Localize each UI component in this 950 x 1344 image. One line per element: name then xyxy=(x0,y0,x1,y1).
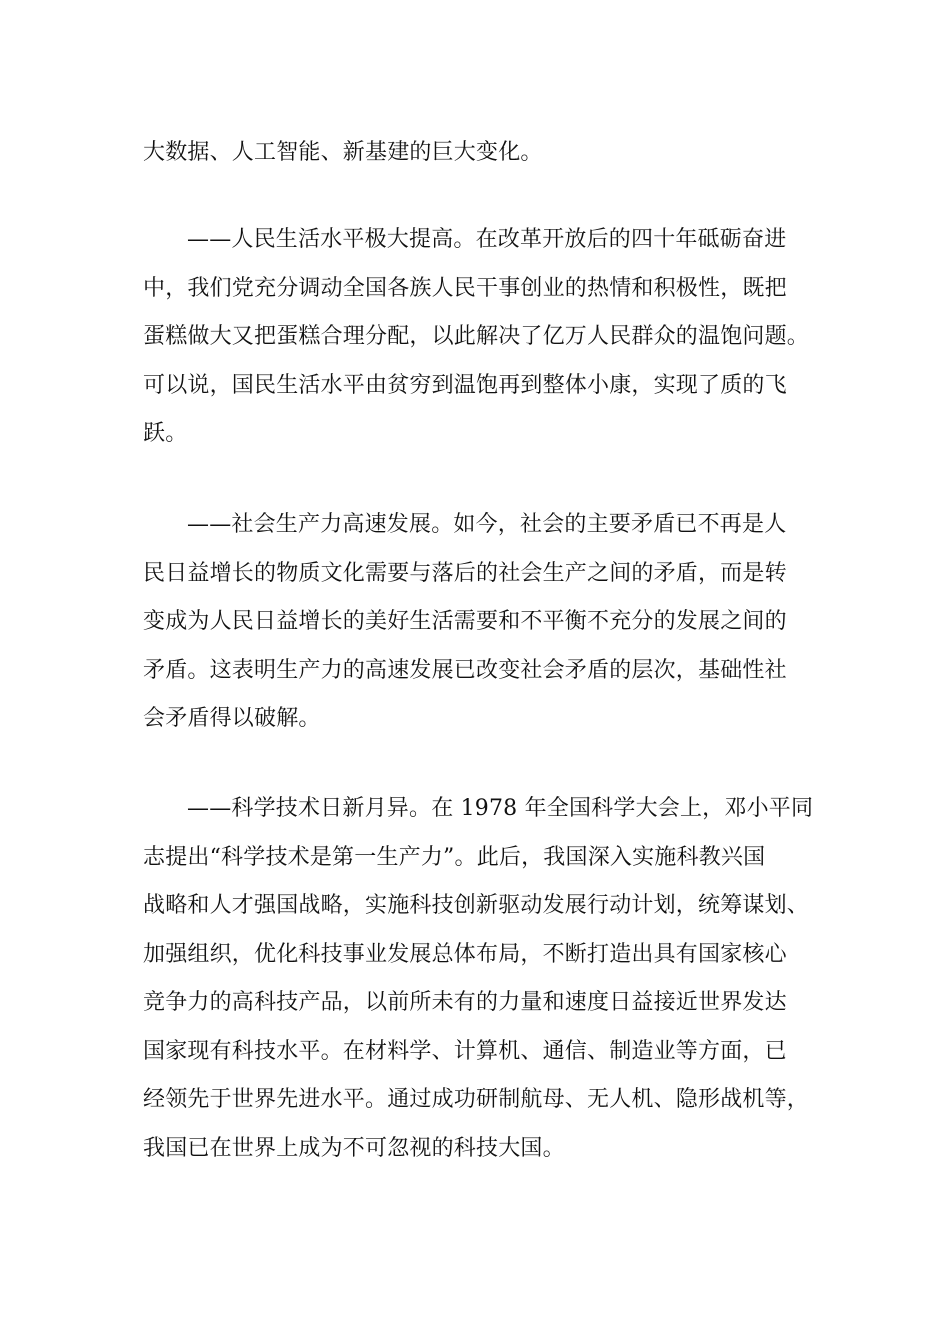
text-line: 跃。 xyxy=(143,421,188,446)
paragraph-living-standards xyxy=(143,216,833,459)
text-line: ——人民生活水平极大提高。在改革开放后的四十年砥砺奋进 xyxy=(187,227,787,252)
paragraph-continuation xyxy=(143,129,833,178)
text-line: 经领先于世界先进水平。通过成功研制航母、无人机、隐形战机等， xyxy=(143,1087,810,1112)
text-line: 蛋糕做大又把蛋糕合理分配，以此解决了亿万人民群众的温饱问题。 xyxy=(143,324,810,349)
text-line: 竞争力的高科技产品，以前所未有的力量和速度日益接近世界发达 xyxy=(143,990,787,1015)
text-line: 国家现有科技水平。在材料学、计算机、通信、制造业等方面，已 xyxy=(143,1038,787,1064)
paragraph-science-technology xyxy=(143,785,833,1173)
text-line: 志提出“科学技术是第一生产力”。此后，我国深入实施科教兴国 xyxy=(143,844,766,870)
text-line: 可以说，国民生活水平由贫穷到温饱再到整体小康，实现了质的飞 xyxy=(143,372,787,398)
text-line: 中，我们党充分调动全国各族人民干事创业的热情和积极性，既把 xyxy=(143,275,787,301)
text-line: 加强组织，优化科技事业发展总体布局，不断打造出具有国家核心 xyxy=(143,941,787,967)
text-line: 变成为人民日益增长的美好生活需要和不平衡不充分的发展之间的 xyxy=(143,609,787,634)
text-line: 战略和人才强国战略，实施科技创新驱动发展行动计划，统筹谋划、 xyxy=(143,893,810,918)
text-line: 我国已在世界上成为不可忽视的科技大国。 xyxy=(143,1135,565,1161)
text-line: 民日益增长的物质文化需要与落后的社会生产之间的矛盾，而是转 xyxy=(143,560,787,586)
paragraph-productivity xyxy=(143,501,833,744)
text-line: ——科学技术日新月异。在 1978 年全国科学大会上，邓小平同 xyxy=(187,796,814,821)
text-line: 矛盾。这表明生产力的高速发展已改变社会矛盾的层次，基础性社 xyxy=(143,657,787,683)
text-line: ——社会生产力高速发展。如今，社会的主要矛盾已不再是人 xyxy=(187,512,787,537)
text-line: 大数据、人工智能、新基建的巨大变化。 xyxy=(143,140,543,165)
text-line: 会矛盾得以破解。 xyxy=(143,706,321,731)
